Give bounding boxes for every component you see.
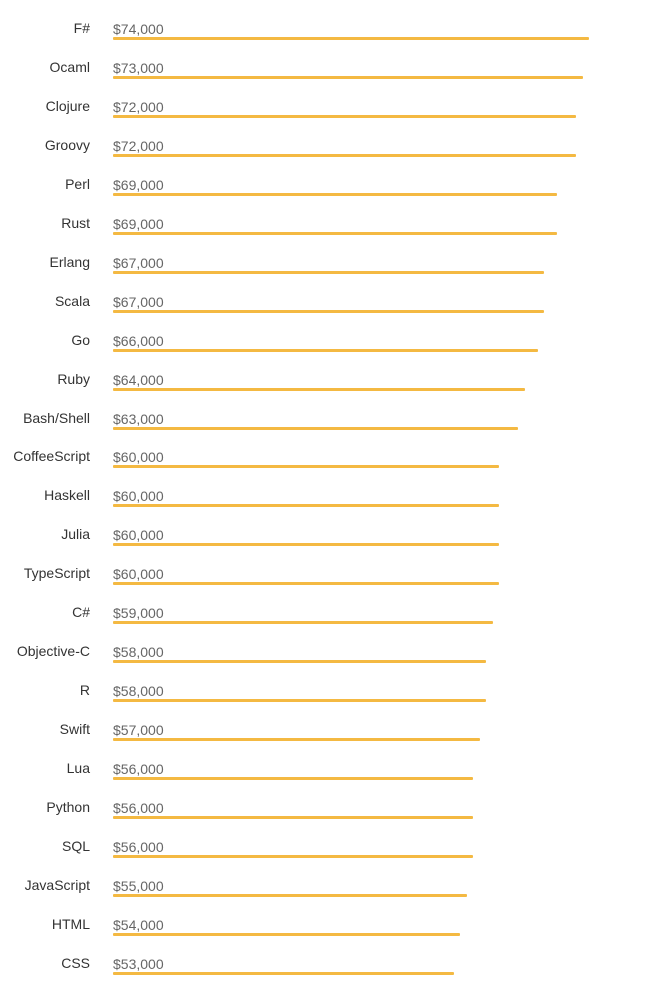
bar-row	[0, 135, 651, 174]
category-label: Julia	[61, 526, 90, 543]
category-label: Go	[71, 331, 90, 348]
category-label: Scala	[54, 292, 90, 309]
category-label: Rust	[61, 214, 90, 231]
category-label: Bash/Shell	[23, 409, 90, 426]
bar	[113, 271, 544, 274]
bar	[113, 621, 493, 624]
bar	[113, 193, 557, 196]
bar-row	[0, 57, 651, 96]
bar	[113, 310, 544, 313]
bar	[113, 37, 589, 40]
category-label: Ruby	[57, 370, 90, 387]
value-label: $60,000	[113, 566, 164, 583]
category-label: Lua	[66, 760, 90, 777]
value-label: $66,000	[113, 332, 164, 349]
value-label: $55,000	[113, 877, 164, 894]
bar	[113, 582, 499, 585]
bar-row	[0, 524, 651, 563]
value-label: $74,000	[113, 21, 164, 37]
category-label: F#	[73, 20, 90, 36]
category-label: Swift	[59, 721, 90, 738]
value-label: $56,000	[113, 838, 164, 855]
category-label: Python	[46, 799, 90, 815]
category-label: Clojure	[45, 97, 90, 114]
bar-row	[0, 563, 651, 602]
bar-row	[0, 641, 651, 680]
value-label: $53,000	[113, 955, 164, 972]
category-label: Erlang	[49, 253, 90, 270]
bar-row	[0, 18, 651, 57]
bar	[113, 699, 486, 702]
value-label: $60,000	[113, 488, 164, 505]
value-label: $56,000	[113, 800, 164, 816]
value-label: $57,000	[113, 722, 164, 739]
value-label: $69,000	[113, 215, 164, 232]
bar	[113, 427, 518, 430]
bar	[113, 894, 467, 897]
bar	[113, 465, 499, 468]
bar	[113, 777, 473, 780]
bar	[113, 738, 480, 741]
category-label: Groovy	[44, 136, 90, 153]
bar-row	[0, 836, 651, 875]
value-label: $56,000	[113, 761, 164, 778]
value-label: $67,000	[113, 293, 164, 310]
bar-row	[0, 174, 651, 213]
bar-row	[0, 369, 651, 408]
category-label: JavaScript	[24, 876, 90, 893]
category-label: C#	[72, 604, 90, 621]
bar-row	[0, 914, 651, 953]
value-label: $73,000	[113, 59, 164, 76]
bar-row	[0, 680, 651, 719]
value-label: $69,000	[113, 176, 164, 193]
category-label: CSS	[61, 954, 90, 971]
value-label: $72,000	[113, 98, 164, 115]
bar-row	[0, 953, 651, 992]
bar	[113, 154, 576, 157]
category-label: Perl	[65, 175, 90, 192]
bar-row	[0, 252, 651, 291]
bar	[113, 349, 538, 352]
bar-row	[0, 330, 651, 369]
bar	[113, 855, 473, 858]
bar-row	[0, 875, 651, 914]
category-label: CoffeeScript	[13, 448, 90, 465]
bar-row	[0, 719, 651, 758]
category-label: HTML	[51, 915, 90, 932]
value-label: $54,000	[113, 916, 164, 933]
bar-row	[0, 485, 651, 524]
value-label: $58,000	[113, 644, 164, 661]
bar	[113, 504, 499, 507]
bar-row	[0, 602, 651, 641]
bar	[113, 76, 583, 79]
category-label: TypeScript	[23, 565, 90, 582]
bar-row	[0, 446, 651, 485]
value-label: $59,000	[113, 605, 164, 622]
bar	[113, 543, 499, 546]
bar-row	[0, 758, 651, 797]
value-label: $72,000	[113, 137, 164, 154]
category-label: SQL	[61, 837, 90, 854]
value-label: $67,000	[113, 254, 164, 271]
bar	[113, 115, 576, 118]
category-label: R	[79, 682, 90, 699]
bar-row	[0, 797, 651, 836]
bar-row	[0, 408, 651, 447]
category-label: Ocaml	[49, 58, 90, 75]
bar	[113, 388, 525, 391]
category-label: Haskell	[44, 487, 90, 504]
value-label: $64,000	[113, 371, 164, 388]
bar	[113, 816, 473, 819]
bar	[113, 972, 454, 975]
bar	[113, 232, 557, 235]
bar	[113, 660, 486, 663]
value-label: $58,000	[113, 683, 164, 700]
bar-row	[0, 213, 651, 252]
bar-row	[0, 96, 651, 135]
category-label: Objective-C	[16, 643, 90, 660]
value-label: $60,000	[113, 449, 164, 466]
value-label: $60,000	[113, 527, 164, 544]
bar-row	[0, 291, 651, 330]
bar	[113, 933, 460, 936]
value-label: $63,000	[113, 410, 164, 427]
